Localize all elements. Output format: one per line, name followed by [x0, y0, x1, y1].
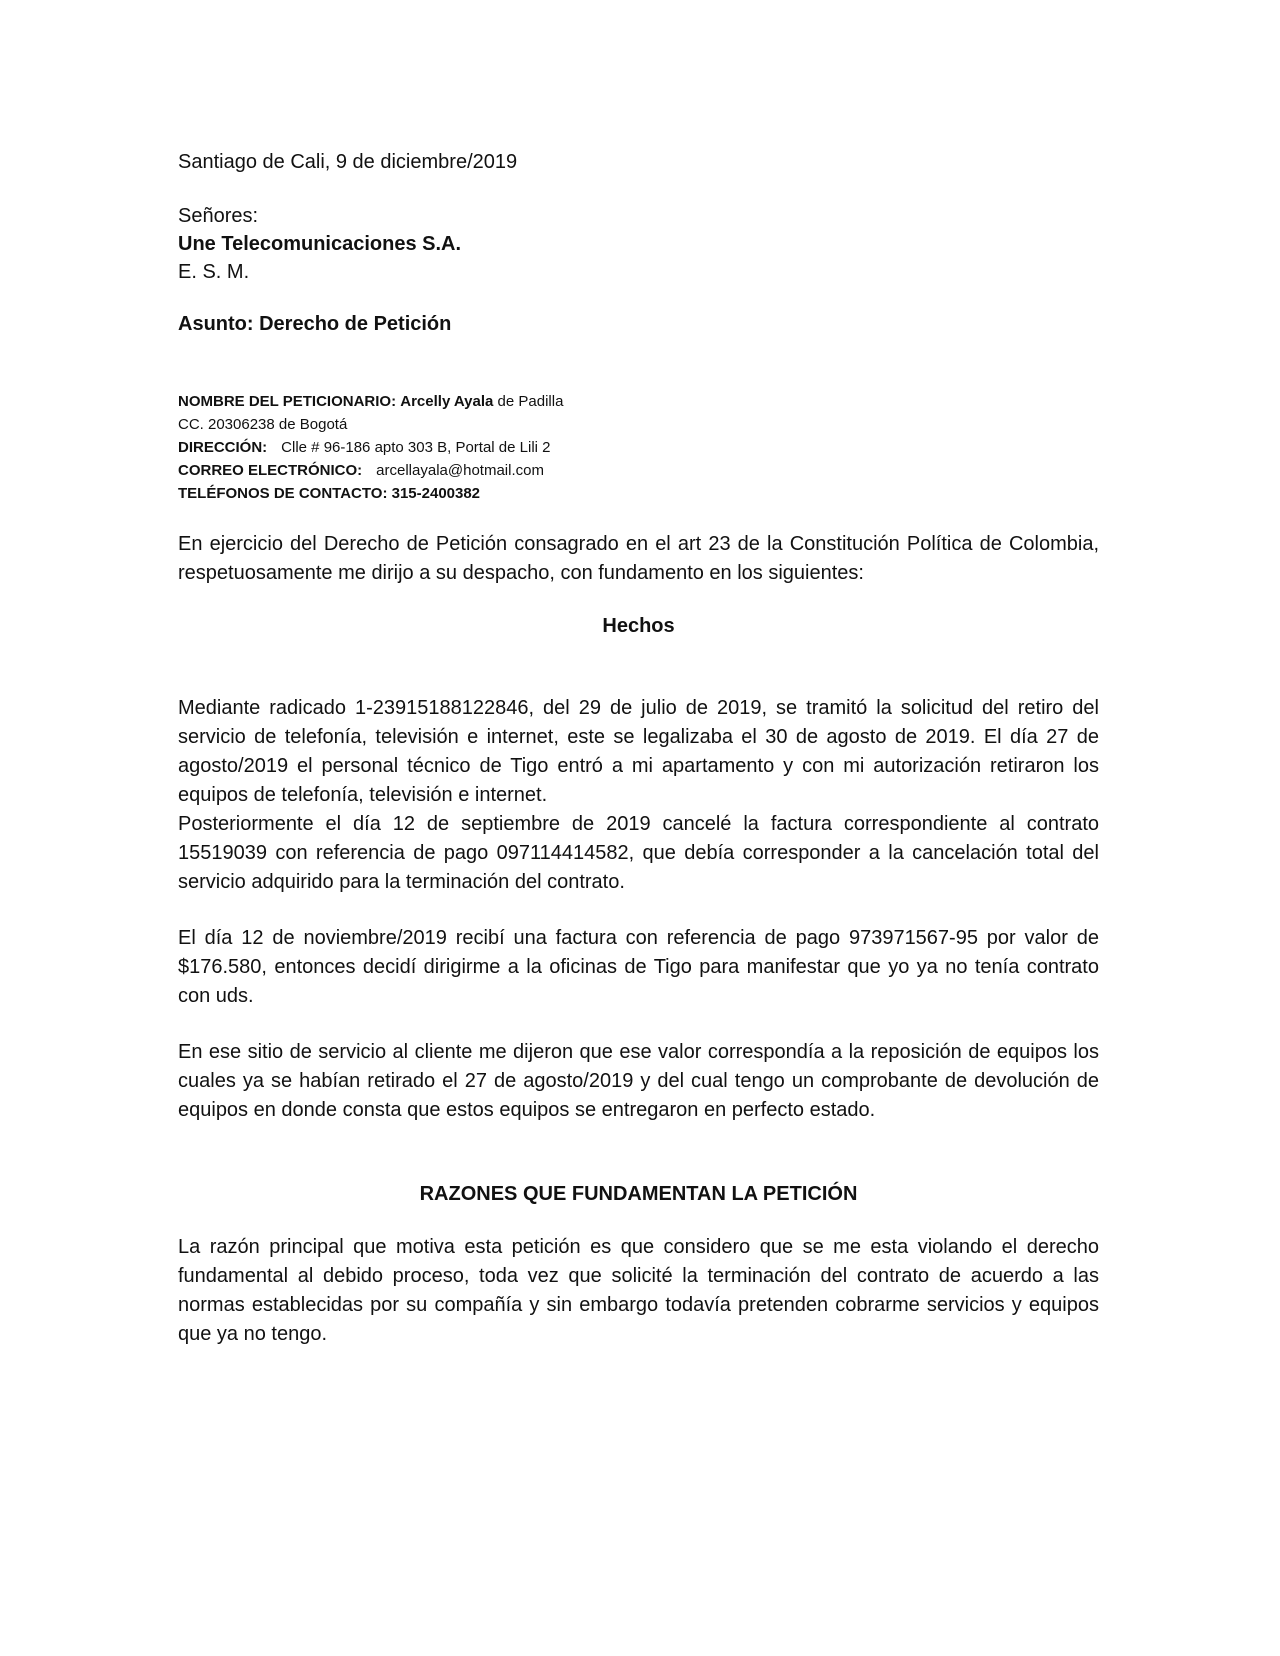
salutation: Señores:	[178, 205, 259, 227]
petitioner-phone-line: TELÉFONOS DE CONTACTO: 315-2400382	[178, 485, 481, 502]
spacer	[178, 897, 1099, 924]
spacer	[178, 588, 1099, 612]
intro-paragraph: En ejercicio del Derecho de Petición consagrado en el art 23 de la Constitución Política de Colombia, respetuosamente me dirijo a su despacho, con fundamento en los siguientes:	[178, 533, 1099, 584]
spacer	[178, 176, 1099, 202]
facts-paragraph-3: El día 12 de noviembre/2019 recibí una factura con referencia de pago 973971567-95 por valor de $176.580, entonces decidí dirigirme a la oficinas de Tigo para manifestar que yo ya no tenía contrato con uds.	[178, 927, 1099, 1007]
date-line: Santiago de Cali, 9 de diciembre/2019	[178, 151, 518, 173]
spacer	[178, 286, 1099, 310]
spacer	[178, 640, 1099, 694]
spacer	[178, 1011, 1099, 1038]
petitioner-name-line	[178, 390, 1099, 413]
recipient-sub: E. S. M.	[178, 261, 250, 283]
facts-paragraph-1: Mediante radicado 1-23915188122846, del 29 de julio de 2019, se tramitó la solicitud del retiro del servicio de telefonía, televisión e internet, este se legalizaba el 30 de agosto de 2019. El día 27 de agosto/2019 el personal técnico de Tigo entró a mi apartamento y con mi autorización retiraron los equipos de telefonía, televisión e internet.	[178, 697, 1099, 806]
spacer	[178, 338, 1099, 390]
facts-heading: Hechos	[602, 615, 675, 637]
petitioner-block	[178, 390, 1099, 505]
petitioner-address-line	[178, 436, 1099, 459]
petitioner-name-label: NOMBRE DEL PETICIONARIO:	[178, 393, 397, 410]
address-label: DIRECCIÓN:	[178, 439, 268, 456]
facts-paragraph-4: En ese sitio de servicio al cliente me dijeron que ese valor correspondía a la reposición de equipos los cuales ya se habían retirado el 27 de agosto/2019 y del cual tengo un comprobante de devolución de equipos en donde consta que estos equipos se entregaron en perfecto estado.	[178, 1041, 1099, 1121]
subject-line: Asunto: Derecho de Petición	[178, 313, 452, 335]
spacer	[178, 1125, 1099, 1180]
email-label: CORREO ELECTRÓNICO:	[178, 462, 363, 479]
petitioner-id-line: CC. 20306238 de Bogotá	[178, 416, 348, 433]
facts-paragraph-2: Posteriormente el día 12 de septiembre de 2019 cancelé la factura correspondiente al contrato 15519039 con referencia de pago 097114414582, que debía corresponder a la cancelación total del servicio adquirido para la terminación del contrato.	[178, 813, 1099, 893]
email-value: arcellayala@hotmail.com	[376, 462, 544, 479]
petitioner-email-line	[178, 459, 1099, 482]
address-value: Clle # 96-186 apto 303 B, Portal de Lili 2	[281, 439, 551, 456]
petitioner-name-rest: de Padilla	[497, 393, 564, 410]
recipient-name: Une Telecomunicaciones S.A.	[178, 233, 462, 255]
reasons-paragraph-1: La razón principal que motiva esta petición es que considero que se me esta violando el derecho fundamental al debido proceso, toda vez que solicité la terminación del contrato de acuerdo a las normas establecidas por su compañía y sin embargo todavía pretenden cobrarme servicios y equipos que ya no tengo.	[178, 1236, 1099, 1345]
spacer	[178, 1208, 1099, 1233]
petitioner-name-value: Arcelly Ayala	[400, 393, 494, 410]
spacer	[178, 505, 1099, 530]
letter-page	[178, 148, 1099, 1349]
reasons-heading: RAZONES QUE FUNDAMENTAN LA PETICIÓN	[419, 1183, 858, 1205]
